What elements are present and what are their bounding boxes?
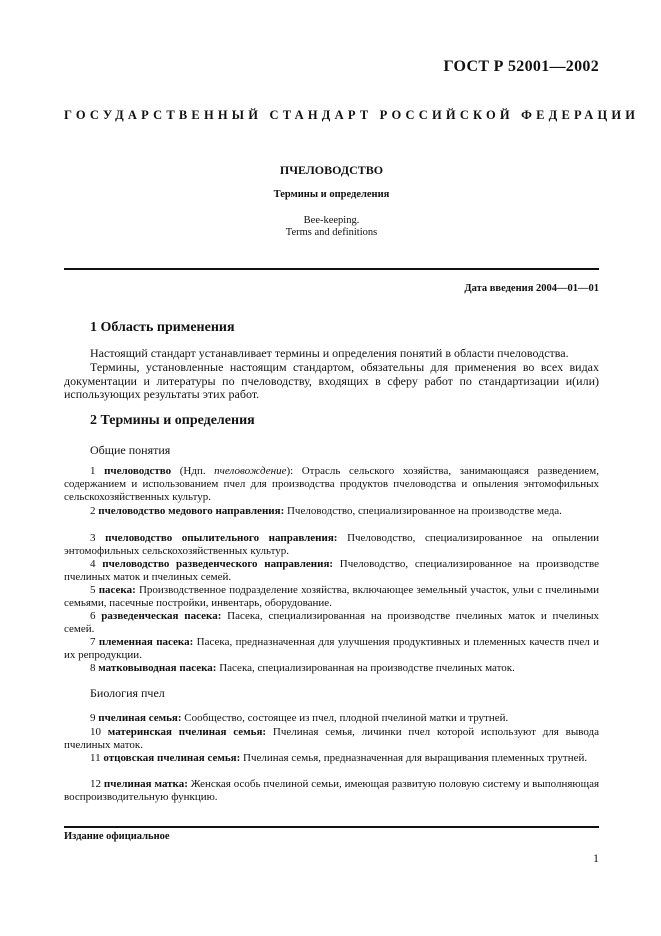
document-subtitle: Термины и определения	[273, 189, 390, 200]
term-name: материнская пчелиная семья:	[107, 726, 267, 738]
title-en-line: Bee-keeping.	[303, 215, 360, 226]
term-entry	[64, 532, 599, 558]
term-definition: Пчеловодство, специализированное на опылении энтомофильных сельскохозяйственных культур.	[64, 532, 599, 557]
page-number: 1	[593, 851, 599, 865]
term-definition: ): Отрасль сельского хозяйства, занимающаяся разведением, содержанием и использованием пчел для производства продуктов пчеловодства и опыления энтомофильных сельскохозяйственных культур.	[64, 465, 600, 503]
term-definition: Пчеловодство, специализированное на производстве меда.	[284, 505, 562, 517]
term-definition: Производственное подразделение хозяйства, включающее земельный участок, ульи с пчелиными семьями, пасечные постройки, инвентарь, оборудование.	[64, 584, 600, 609]
term-entry	[64, 712, 599, 725]
group-title-general: Общие понятия	[90, 443, 171, 457]
bottom-divider	[64, 826, 599, 828]
section-1-paragraph-1: Настоящий стандарт устанавливает термины и определения понятий в области пчеловодства.	[90, 346, 569, 360]
term-number: 9	[90, 712, 96, 724]
term-entry	[64, 584, 599, 610]
term-name: разведенческая пасека:	[101, 610, 222, 622]
term-name: пчеловодство медового направления:	[98, 505, 285, 517]
term-definition: Пчеловодство, специализированное на производстве пчелиных маток и пчелиных семей.	[64, 558, 600, 583]
term-entry	[64, 558, 599, 584]
term-name: пасека:	[98, 584, 136, 596]
term-entry	[64, 465, 599, 504]
top-divider	[64, 268, 599, 270]
gost-code: ГОСТ Р 52001—2002	[443, 58, 599, 75]
term-entry	[64, 505, 599, 518]
term-number: 10	[90, 726, 101, 738]
term-entry	[64, 778, 599, 804]
term-entry	[64, 610, 599, 636]
term-name: отцовская пчелиная семья:	[103, 752, 241, 764]
term-prefix: (Ндп.	[171, 465, 215, 477]
term-name: племенная пасека:	[98, 636, 194, 648]
term-entry	[64, 752, 599, 765]
term-number: 11	[90, 752, 101, 764]
term-definition: Женская особь пчелиной семьи, имеющая развитую половую систему и выполняющая воспроизводительную функцию.	[64, 778, 600, 803]
term-definition: Сообщество, состоящее из пчел, плодной пчелиной матки и трутней.	[181, 712, 509, 724]
term-entry	[64, 726, 599, 752]
term-definition: Пчелиная семья, личинки пчел которой используют для вывода пчелиных маток.	[64, 726, 599, 751]
term-deprecated: пчеловождение	[214, 465, 287, 477]
term-name: пчелиная матка:	[103, 778, 188, 790]
term-entry	[64, 636, 599, 662]
introduction-date: Дата введения 2004—01—01	[464, 283, 599, 294]
term-name: матковыводная пасека:	[98, 662, 217, 674]
section-1-heading: 1 Область применения	[90, 320, 235, 335]
title-en-line: Terms and definitions	[285, 227, 378, 238]
term-name: пчеловодство опылительного направления:	[105, 532, 338, 544]
term-definition: Пасека, специализированная на производстве пчелиных маток и пчелиных семей.	[64, 610, 600, 635]
term-definition: Пчелиная семья, предназначенная для выращивания племенных трутней.	[240, 752, 588, 764]
term-number: 12	[90, 778, 101, 790]
term-number: 8	[90, 662, 96, 674]
group-title-biology: Биология пчел	[90, 686, 165, 700]
term-definition: Пасека, специализированная на производстве пчелиных маток.	[216, 662, 515, 674]
section-2-heading: 2 Термины и определения	[90, 413, 255, 428]
term-name: пчеловодство разведенческого направления:	[102, 558, 334, 570]
term-definition: Пасека, предназначенная для улучшения продуктивных и племенных качеств пчел и их репродукции.	[64, 636, 600, 661]
term-number: 7	[90, 636, 96, 648]
term-number: 2	[90, 505, 96, 517]
term-number: 6	[90, 610, 96, 622]
term-name: пчеловодство	[104, 465, 172, 477]
edition-note: Издание официальное	[64, 831, 170, 842]
term-number: 4	[90, 558, 96, 570]
term-name: пчелиная семья:	[98, 712, 182, 724]
section-1-paragraph-2: Термины, установленные настоящим стандартом, обязательны для применения во всех видах документации и литературы по пчеловодству, входящих в сферу работ по стандартизации и(или) использующих результаты этих работ.	[64, 360, 599, 402]
document-title-english	[64, 215, 599, 239]
state-standard-heading: ГОСУДАРСТВЕННЫЙ СТАНДАРТ РОССИЙСКОЙ ФЕДЕРАЦИИ	[64, 108, 640, 122]
term-entry	[64, 662, 599, 675]
term-number: 5	[90, 584, 96, 596]
term-number: 1	[90, 465, 96, 477]
document-title: ПЧЕЛОВОДСТВО	[279, 163, 384, 177]
term-number: 3	[90, 532, 96, 544]
